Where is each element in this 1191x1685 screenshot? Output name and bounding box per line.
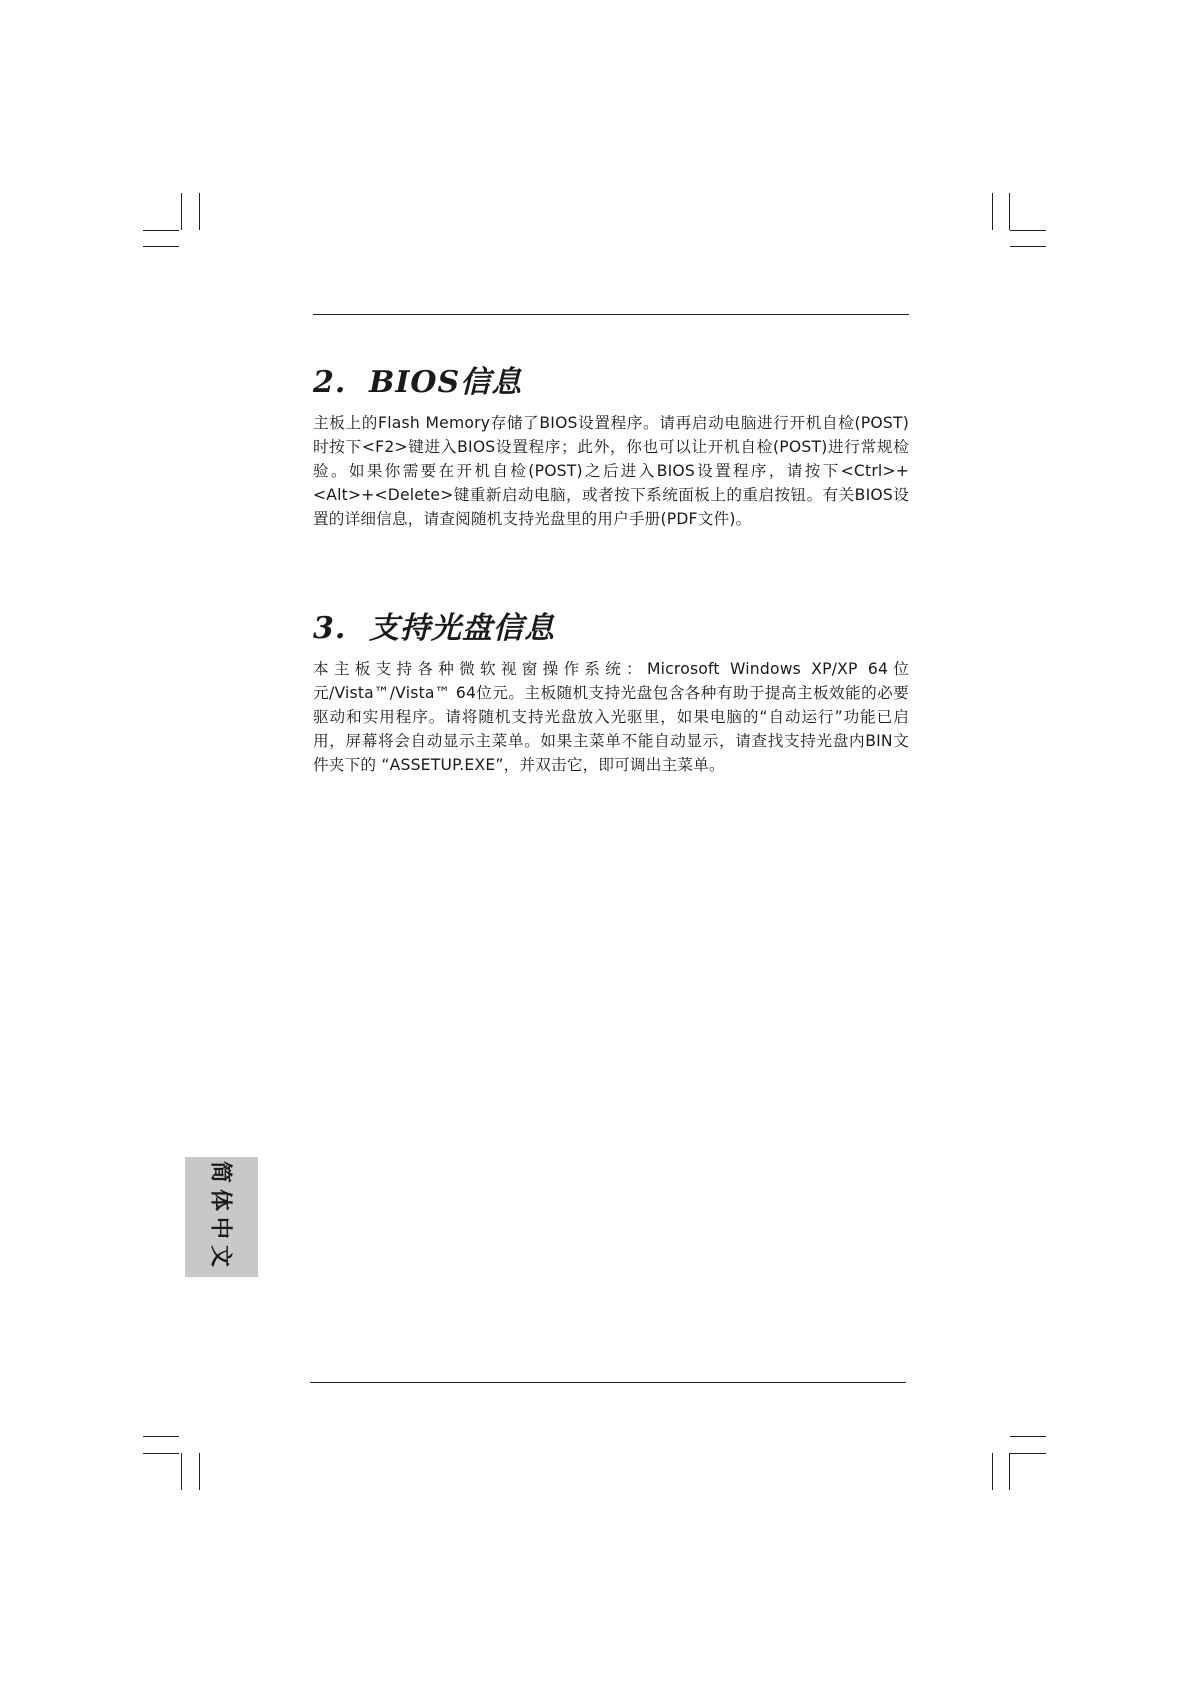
crop-mark [992, 193, 993, 230]
section-title: BIOS信息 [369, 365, 523, 400]
crop-mark [1009, 1453, 1010, 1490]
crop-mark [992, 1453, 993, 1490]
crop-mark [1010, 1436, 1046, 1437]
crop-mark [181, 1453, 182, 1490]
crop-mark [143, 230, 179, 231]
crop-mark [143, 246, 179, 247]
crop-mark [143, 1453, 179, 1454]
crop-mark [1010, 230, 1046, 231]
crop-mark [1009, 193, 1010, 230]
language-side-tab [185, 1157, 258, 1277]
section-heading [313, 357, 909, 401]
language-tab-label: 简体中文 [207, 1160, 232, 1274]
crop-mark [199, 193, 200, 230]
crop-mark [143, 1436, 179, 1437]
top-rule [313, 314, 909, 315]
section-body: 本主板支持各种微软视窗操作系统：Microsoft Windows XP/XP 64位元/Vista™/Vista™ 64位元。主板随机支持光盘包含各种有助于提高主板效能的必要驱动和实用程序。请将随机支持光盘放入光驱里，如果电脑的“自动运行”功能已启用，屏幕将会自动显示主菜单。如果主菜单不能自动显示，请查找支持光盘内BIN文件夹下的 “ASSETUP.EXE”，并双击它，即可调出主菜单。 [313, 660, 909, 774]
crop-mark [181, 193, 182, 230]
crop-mark [1010, 1453, 1046, 1454]
section-body: 主板上的Flash Memory存储了BIOS设置程序。请再启动电脑进行开机自检(POST)时按下<F2>键进入BIOS设置程序；此外，你也可以让开机自检(POST)进行常规检验。如果你需要在开机自检(POST)之后进入BIOS设置程序，请按下<Ctrl>+<Alt>+<Delete>键重新启动电脑，或者按下系统面板上的重启按钮。有关BIOS设置的详细信息，请查阅随机支持光盘里的用户手册(PDF文件)。 [313, 414, 909, 528]
section-heading [313, 603, 909, 647]
bios-section [313, 357, 909, 531]
crop-mark [1010, 246, 1046, 247]
bottom-rule [310, 1382, 906, 1383]
section-number: 3. [313, 611, 347, 646]
section-title: 支持光盘信息 [369, 611, 555, 646]
section-number: 2. [313, 365, 347, 400]
crop-mark [199, 1453, 200, 1490]
support-cd-section [313, 603, 909, 777]
